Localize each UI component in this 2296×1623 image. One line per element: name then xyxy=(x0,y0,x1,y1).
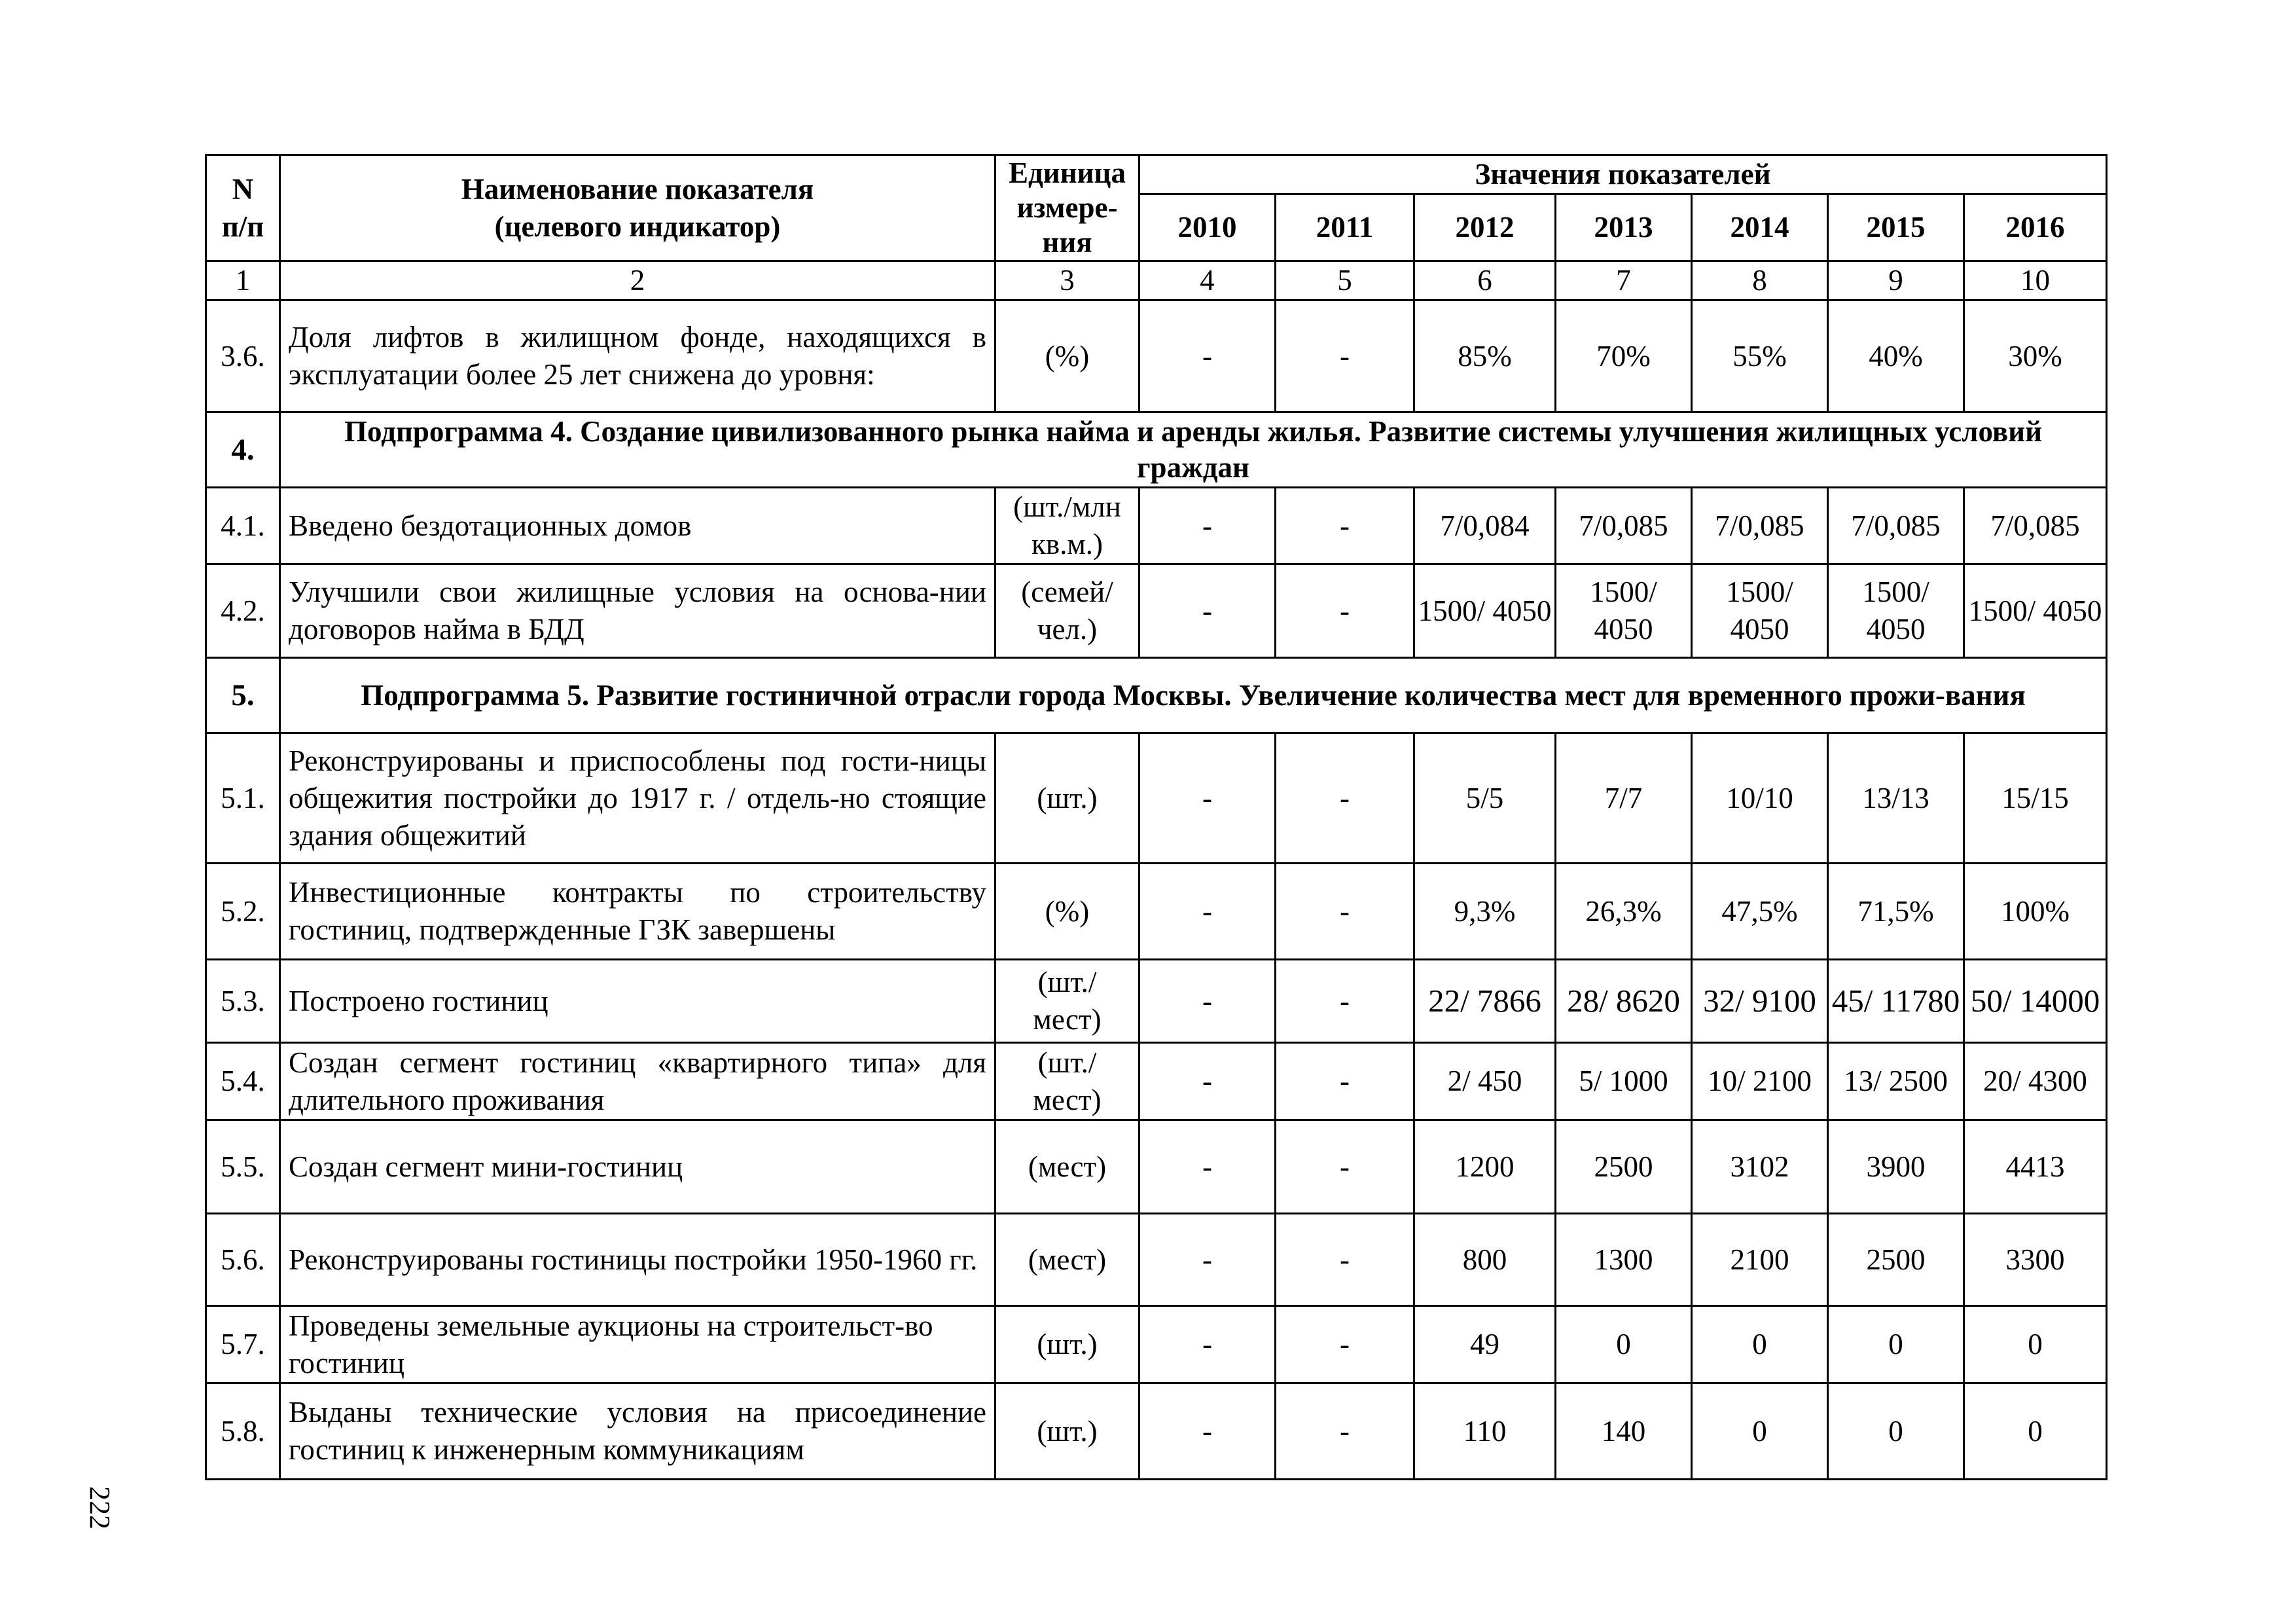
row-value: - xyxy=(1276,1120,1414,1214)
row-value: - xyxy=(1139,564,1276,658)
column-number: 7 xyxy=(1556,261,1692,301)
row-value: 32/ 9100 xyxy=(1692,960,1828,1043)
table-body xyxy=(206,301,2107,1480)
row-value: - xyxy=(1276,488,1414,564)
table-row xyxy=(206,488,2107,564)
row-num: 4.1. xyxy=(206,488,280,564)
page-number-text: 222 xyxy=(84,1486,116,1529)
row-value: 0 xyxy=(1556,1306,1692,1383)
row-value: 3102 xyxy=(1692,1120,1828,1214)
header-year: 2014 xyxy=(1692,194,1828,261)
table-row xyxy=(206,1214,2107,1306)
row-value: - xyxy=(1276,1214,1414,1306)
row-value: 10/ 2100 xyxy=(1692,1043,1828,1120)
row-value: 5/ 1000 xyxy=(1556,1043,1692,1120)
row-value: - xyxy=(1276,1306,1414,1383)
section-title: Подпрограмма 5. Развитие гостиничной отрасли города Москвы. Увеличение количества мест для временного прожи-вания xyxy=(280,658,2107,733)
section-num: 5. xyxy=(206,658,280,733)
indicator-table-wrapper xyxy=(205,154,2108,1480)
row-value: 7/0,085 xyxy=(1828,488,1964,564)
row-value: 30% xyxy=(1964,301,2107,412)
table-header xyxy=(206,155,2107,301)
header-name-line2: (целевого индикатор) xyxy=(494,210,781,243)
row-num: 5.1. xyxy=(206,733,280,864)
header-values: Значения показателей xyxy=(1139,155,2107,194)
row-value: 1500/ 4050 xyxy=(1414,564,1556,658)
row-num: 4.2. xyxy=(206,564,280,658)
row-value: 28/ 8620 xyxy=(1556,960,1692,1043)
row-value: 70% xyxy=(1556,301,1692,412)
row-value: 20/ 4300 xyxy=(1964,1043,2107,1120)
row-value: 7/7 xyxy=(1556,733,1692,864)
column-number: 9 xyxy=(1828,261,1964,301)
table-row xyxy=(206,864,2107,960)
row-value: - xyxy=(1276,301,1414,412)
row-value: - xyxy=(1139,301,1276,412)
row-value: 15/15 xyxy=(1964,733,2107,864)
row-name: Доля лифтов в жилищном фонде, находящихся в эксплуатации более 25 лет снижена до уровня: xyxy=(280,301,996,412)
row-value: 7/0,084 xyxy=(1414,488,1556,564)
row-name: Создан сегмент мини-гостиниц xyxy=(280,1120,996,1214)
row-value: 50/ 14000 xyxy=(1964,960,2107,1043)
row-value: 1500/ 4050 xyxy=(1828,564,1964,658)
row-value: 3300 xyxy=(1964,1214,2107,1306)
row-value: - xyxy=(1139,1383,1276,1480)
row-value: - xyxy=(1139,1306,1276,1383)
section-row xyxy=(206,412,2107,488)
row-num: 5.5. xyxy=(206,1120,280,1214)
row-value: 47,5% xyxy=(1692,864,1828,960)
row-num: 5.4. xyxy=(206,1043,280,1120)
column-number: 6 xyxy=(1414,261,1556,301)
row-name: Введено бездотационных домов xyxy=(280,488,996,564)
row-value: 1500/ 4050 xyxy=(1964,564,2107,658)
row-value: 49 xyxy=(1414,1306,1556,1383)
column-number: 3 xyxy=(996,261,1139,301)
header-year: 2016 xyxy=(1964,194,2107,261)
row-name: Создан сегмент гостиниц «квартирного типа» для длительного проживания xyxy=(280,1043,996,1120)
row-name: Реконструированы и приспособлены под гости-ницы общежития постройки до 1917 г. / отдель-но стоящие здания общежитий xyxy=(280,733,996,864)
row-value: 7/0,085 xyxy=(1964,488,2107,564)
row-unit: (шт./млн кв.м.) xyxy=(996,488,1139,564)
row-value: - xyxy=(1139,1214,1276,1306)
row-value: - xyxy=(1276,864,1414,960)
row-name: Реконструированы гостиницы постройки 1950-1960 гг. xyxy=(280,1214,996,1306)
row-value: 40% xyxy=(1828,301,1964,412)
row-value: - xyxy=(1139,960,1276,1043)
table-row xyxy=(206,733,2107,864)
table-row xyxy=(206,301,2107,412)
row-value: 13/13 xyxy=(1828,733,1964,864)
row-name: Улучшили свои жилищные условия на основа-нии договоров найма в БДД xyxy=(280,564,996,658)
row-value: - xyxy=(1276,733,1414,864)
row-value: 45/ 11780 xyxy=(1828,960,1964,1043)
row-value: 0 xyxy=(1828,1306,1964,1383)
row-num: 3.6. xyxy=(206,301,280,412)
row-value: 1200 xyxy=(1414,1120,1556,1214)
row-name: Проведены земельные аукционы на строительст-во гостиниц xyxy=(280,1306,996,1383)
row-value: 5/5 xyxy=(1414,733,1556,864)
table-row xyxy=(206,1306,2107,1383)
row-num: 5.8. xyxy=(206,1383,280,1480)
row-unit: (шт.) xyxy=(996,1383,1139,1480)
row-value: - xyxy=(1276,1383,1414,1480)
row-unit: (шт./ мест) xyxy=(996,960,1139,1043)
row-value: 2500 xyxy=(1556,1120,1692,1214)
row-value: - xyxy=(1139,1043,1276,1120)
column-number: 5 xyxy=(1276,261,1414,301)
row-value: 7/0,085 xyxy=(1692,488,1828,564)
row-num: 5.6. xyxy=(206,1214,280,1306)
column-number: 2 xyxy=(280,261,996,301)
row-num: 5.2. xyxy=(206,864,280,960)
row-unit: (семей/ чел.) xyxy=(996,564,1139,658)
row-value: 0 xyxy=(1964,1383,2107,1480)
row-unit: (шт.) xyxy=(996,733,1139,864)
column-number: 1 xyxy=(206,261,280,301)
table-row xyxy=(206,564,2107,658)
row-value: - xyxy=(1276,960,1414,1043)
column-number: 10 xyxy=(1964,261,2107,301)
row-value: 0 xyxy=(1964,1306,2107,1383)
row-num: 5.7. xyxy=(206,1306,280,1383)
column-number: 4 xyxy=(1139,261,1276,301)
header-year: 2011 xyxy=(1276,194,1414,261)
header-name-line1: Наименование показателя xyxy=(461,172,814,206)
row-name: Инвестиционные контракты по строительству гостиниц, подтвержденные ГЗК завершены xyxy=(280,864,996,960)
row-value: - xyxy=(1276,564,1414,658)
column-numbers-row xyxy=(206,261,2107,301)
row-value: 85% xyxy=(1414,301,1556,412)
row-value: 1500/ 4050 xyxy=(1692,564,1828,658)
section-title: Подпрограмма 4. Создание цивилизованного рынка найма и аренды жилья. Развитие системы улучшения жилищных условий граждан xyxy=(280,412,2107,488)
row-value: 110 xyxy=(1414,1383,1556,1480)
row-value: 100% xyxy=(1964,864,2107,960)
row-value: 3900 xyxy=(1828,1120,1964,1214)
row-unit: (%) xyxy=(996,301,1139,412)
row-value: - xyxy=(1139,864,1276,960)
header-indicator-name xyxy=(280,155,996,261)
row-value: 2100 xyxy=(1692,1214,1828,1306)
table-row xyxy=(206,1043,2107,1120)
row-value: 55% xyxy=(1692,301,1828,412)
row-unit: (мест) xyxy=(996,1214,1139,1306)
row-value: 800 xyxy=(1414,1214,1556,1306)
row-value: 4413 xyxy=(1964,1120,2107,1214)
table-row xyxy=(206,960,2107,1043)
row-value: 7/0,085 xyxy=(1556,488,1692,564)
header-year: 2013 xyxy=(1556,194,1692,261)
section-row xyxy=(206,658,2107,733)
row-value: 71,5% xyxy=(1828,864,1964,960)
row-value: - xyxy=(1276,1043,1414,1120)
row-value: 0 xyxy=(1692,1383,1828,1480)
section-num: 4. xyxy=(206,412,280,488)
row-value: 140 xyxy=(1556,1383,1692,1480)
header-year: 2010 xyxy=(1139,194,1276,261)
row-value: 26,3% xyxy=(1556,864,1692,960)
row-unit: (шт.) xyxy=(996,1306,1139,1383)
page-number xyxy=(77,1467,117,1539)
table-row xyxy=(206,1383,2107,1480)
row-value: - xyxy=(1139,488,1276,564)
row-value: 13/ 2500 xyxy=(1828,1043,1964,1120)
row-value: 0 xyxy=(1692,1306,1828,1383)
row-value: - xyxy=(1139,733,1276,864)
header-num: N п/п xyxy=(206,155,280,261)
row-value: 0 xyxy=(1828,1383,1964,1480)
header-year: 2015 xyxy=(1828,194,1964,261)
row-value: - xyxy=(1139,1120,1276,1214)
row-name: Построено гостиниц xyxy=(280,960,996,1043)
header-year: 2012 xyxy=(1414,194,1556,261)
row-name: Выданы технические условия на присоединение гостиниц к инженерным коммуникациям xyxy=(280,1383,996,1480)
row-value: 2500 xyxy=(1828,1214,1964,1306)
indicator-table xyxy=(205,154,2108,1480)
row-value: 9,3% xyxy=(1414,864,1556,960)
row-value: 10/10 xyxy=(1692,733,1828,864)
column-number: 8 xyxy=(1692,261,1828,301)
row-unit: (шт./ мест) xyxy=(996,1043,1139,1120)
row-value: 22/ 7866 xyxy=(1414,960,1556,1043)
row-value: 1500/ 4050 xyxy=(1556,564,1692,658)
row-value: 2/ 450 xyxy=(1414,1043,1556,1120)
row-unit: (%) xyxy=(996,864,1139,960)
header-unit: Единица измере-ния xyxy=(996,155,1139,261)
row-value: 1300 xyxy=(1556,1214,1692,1306)
table-row xyxy=(206,1120,2107,1214)
row-unit: (мест) xyxy=(996,1120,1139,1214)
row-num: 5.3. xyxy=(206,960,280,1043)
